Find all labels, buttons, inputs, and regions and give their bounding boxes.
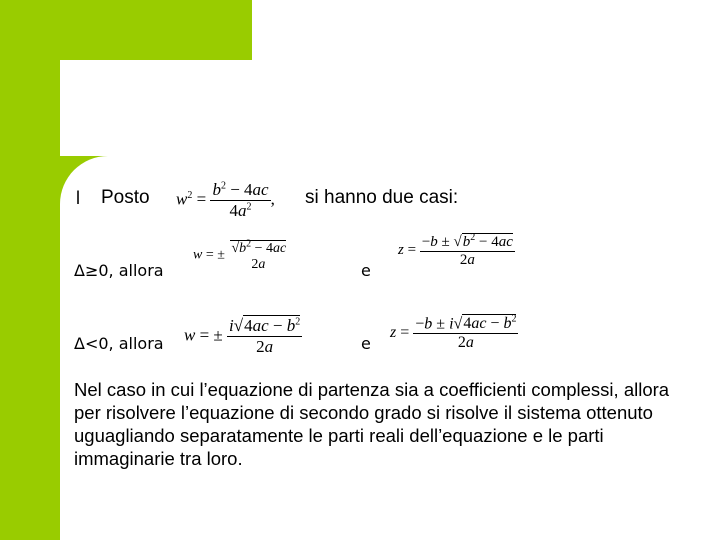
formula-w-real: w = ± $√b^2 - 4ac$ 2a — [193, 238, 287, 272]
explanation-paragraph: Nel caso in cui l’equazione di partenza sia a coefficienti complessi, allora per risolvere l’equazione di secondo grado si risolve il sistema ottenuto uguagliando separatamente le parti reali dell’equazione e le parti immaginarie tra loro. — [74, 379, 670, 469]
formula-z-real: z = $\frac{-b \pm √b^2 - 4ac}{2a}$ — [398, 232, 513, 268]
green-side-bar — [0, 0, 60, 540]
connector-e-1: e — [361, 261, 371, 280]
formula-z-complex: z = $\frac{-b \pm i√4ac - b^2}{2a}$ — [390, 314, 517, 352]
cases-label: si hanno due casi: — [305, 187, 459, 208]
formula-w-squared: $w^2$ = $\frac{b^2 - 4ac}{4a^2}$ , — [176, 180, 275, 220]
delta-positive-label: Δ≥0, allora — [74, 261, 164, 280]
bullet-icon: l — [76, 188, 80, 208]
rounded-corner-top — [60, 60, 108, 108]
delta-negative-label: Δ<0, allora — [74, 334, 164, 353]
connector-e-2: e — [361, 334, 371, 353]
formula-w-complex: w = ± $\frac{i√4ac - b^2}{2a}$ — [184, 316, 301, 356]
posto-label: Posto — [101, 187, 150, 208]
